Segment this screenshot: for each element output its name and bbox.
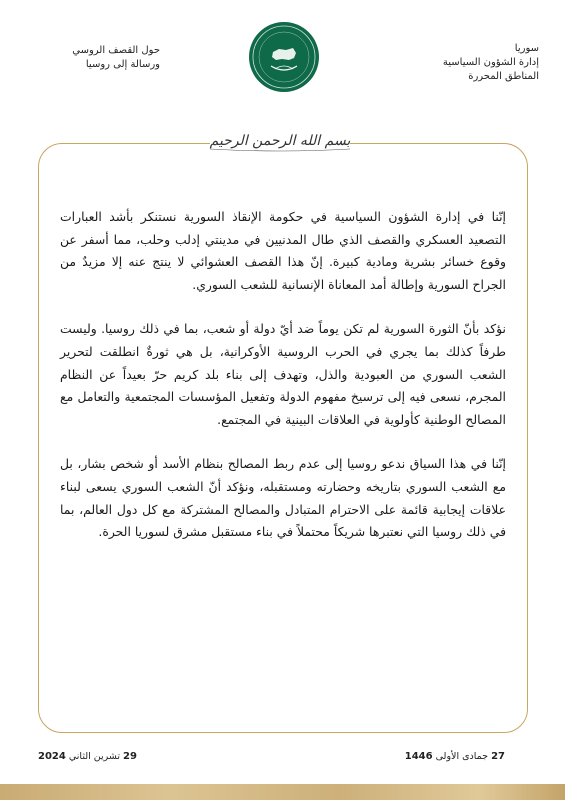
- gregorian-date: [38, 751, 137, 762]
- decorative-bottom-band: [0, 784, 565, 800]
- greg-year: 2024: [38, 751, 66, 762]
- subject-line-2: ورسالة إلى روسيا: [85, 59, 160, 70]
- basmala-text: بسم الله الرحمن الرحيم: [209, 133, 351, 149]
- paragraph-1: إنّنا في إدارة الشؤون السياسية في حكومة الإنقاذ السورية نستنكر بأشد العبارات التصعيد العسكري والقصف الذي طال المدنيين في مدينتي إدلب وحلب، مما أسفر عن وقوع خسائر بشرية ومادية كبيرة. إنّ هذا القصف العشوائي لا ينتج عنه إلا مزيدٌ من الجراح السورية وإطالة أمد المعاناة الإنسانية للشعب السوري.: [60, 209, 506, 292]
- paragraph-3: إنّنا في هذا السياق ندعو روسيا إلى عدم ربط المصالح بنظام الأسد أو شخص بشار، بل مع الشعب السوري بتاريخه وحضارته ومستقبله، ونؤكد أنّ الشعب السوري يسعى لبناء علاقات إيجابية قائمة على الاحترام المتبادل والمصالح المشتركة مع كل دول العالم، بما في ذلك روسيا التي نعتبرها شريكاً محتملاً في بناء مستقبل مشرق لسوريا الحرة.: [60, 456, 506, 540]
- hijri-year: 1446: [404, 751, 433, 762]
- paragraph-2: نؤكد بأنّ الثورة السورية لم تكن يوماً ضد أيّ دولة أو شعب، بما في ذلك روسيا. وليست طرفاً كذلك بما يجري في الحرب الروسية الأوكرانية، بل هي ثورةٌ انطلقت لتحرير الشعب السوري من العبودية والذل، وتهدف إلى بناء بلد كريم حرّ بعيداً عن النظام المجرم، نسعى فيه إلى ترسيخ مفهوم الدولة وتفعيل المؤسسات المجتمعية والتعامل مع المصالح الوطنية كأولوية في العلاقات البينية في المجتمع.: [60, 321, 506, 427]
- subject-line-1: حول القصف الروسي: [72, 45, 160, 56]
- statement-body: [60, 206, 506, 566]
- government-seal-emblem: [249, 22, 319, 92]
- hijri-date: [405, 751, 505, 762]
- greg-month: تشرين الثاني: [68, 751, 120, 762]
- hijri-month: جمادى الأولى: [435, 751, 489, 762]
- org-line-region: المناطق المحررة: [468, 71, 539, 82]
- greg-day: 29: [123, 751, 137, 762]
- organization-header: [389, 42, 539, 84]
- org-line-department: إدارة الشؤون السياسية: [442, 57, 539, 68]
- hijri-day: 27: [491, 751, 505, 762]
- subject-header: [40, 44, 160, 72]
- org-line-country: سوريا: [514, 43, 539, 54]
- basmala-calligraphy: [200, 122, 360, 156]
